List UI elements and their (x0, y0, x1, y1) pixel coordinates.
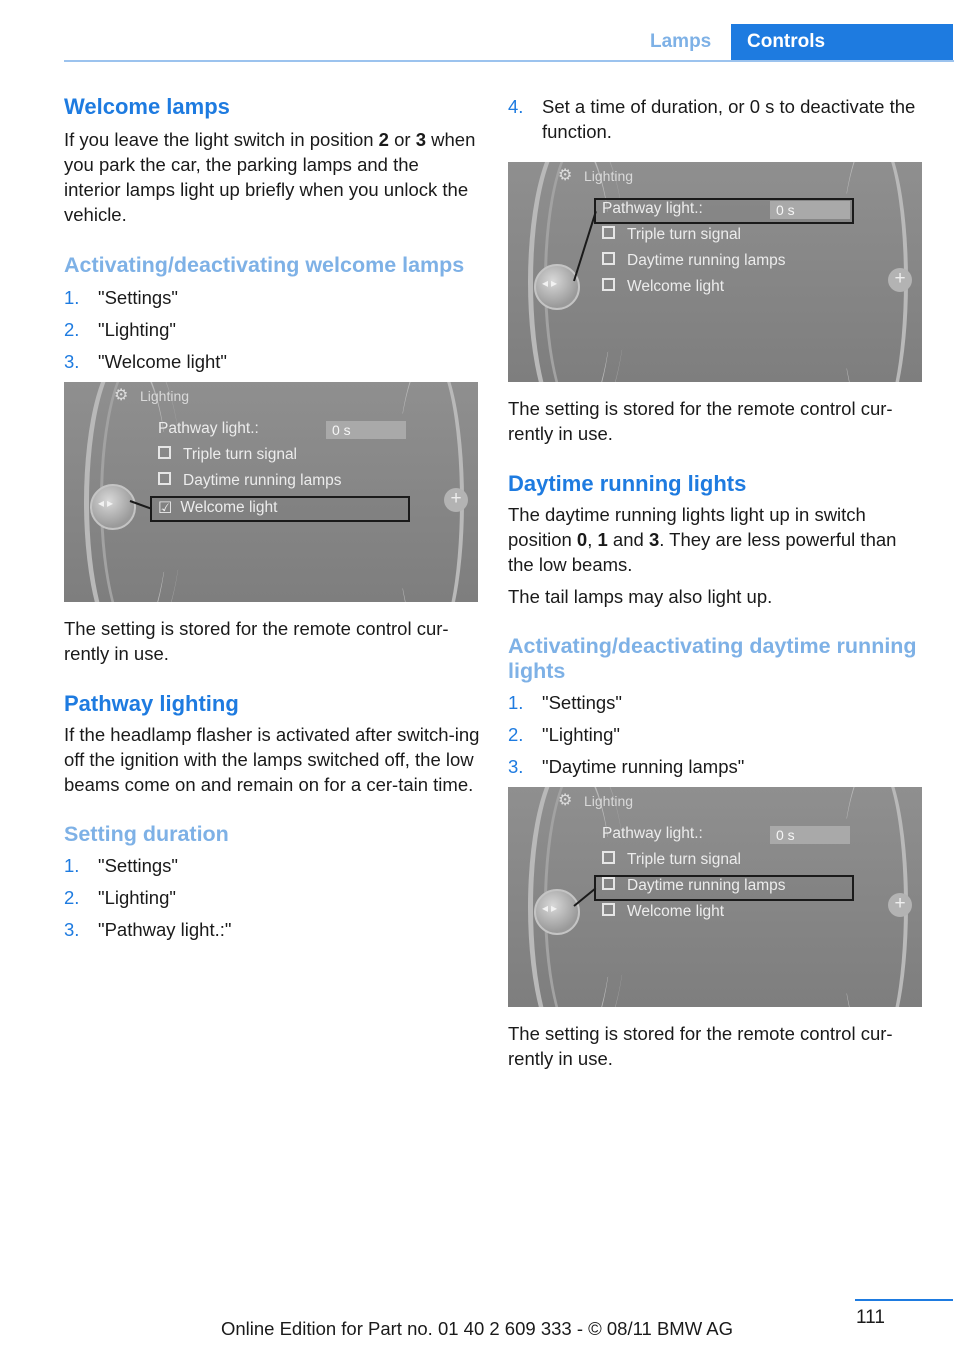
right-column (508, 94, 924, 1071)
list-item (508, 754, 924, 779)
bold-run: 1 (597, 529, 608, 550)
screen-title: Lighting (140, 388, 190, 404)
list-item (508, 690, 924, 715)
screen-menu-item-label: Triple turn signal (627, 851, 742, 868)
step-text: "Settings" (98, 855, 178, 876)
screen-menu-item (158, 498, 277, 518)
stored-note-1: The setting is stored for the remote control cur-rently in use. (64, 618, 449, 664)
screen-title: Lighting (584, 168, 634, 184)
step-text: "Daytime running lamps" (542, 756, 745, 777)
list-item (64, 885, 480, 910)
checkbox-icon (602, 252, 615, 265)
text-run: If you leave the light switch in position (64, 129, 379, 150)
step-number: 2. (64, 319, 80, 340)
setting-duration-heading: Setting duration (64, 822, 229, 846)
screen-pathway-value: 0 s (770, 201, 850, 219)
pathway-lighting-heading: Pathway lighting (64, 691, 239, 716)
list-item (64, 349, 480, 374)
step-number: 1. (64, 287, 80, 308)
screen-menu-item-label: Triple turn signal (183, 446, 298, 463)
page-number: 111 (856, 1307, 885, 1328)
step-text: "Settings" (98, 287, 178, 308)
checkbox-icon (602, 877, 615, 890)
list-item (508, 722, 924, 747)
plus-icon: + (888, 268, 912, 292)
daytime-running-text-2: The tail lamps may also light up. (508, 586, 773, 607)
step-number: 4. (508, 96, 524, 117)
gear-icon: ⚙ (558, 167, 573, 184)
footer-edition: Online Edition for Part no. 01 40 2 609 333 - © 08/11 BMW AG (220, 1318, 734, 1339)
screen-pathway-label: Pathway light.: (602, 825, 703, 842)
screen-pathway-label: Pathway light.: (158, 420, 259, 437)
screen-menu-item-label: Triple turn signal (627, 226, 742, 243)
bold-run: 3 (648, 529, 660, 550)
screen-pathway-value: 0 s (326, 421, 406, 439)
text-run: when you park the car, the parking lamps and the interior lamps light up briefly when you unlock the vehicle. (64, 129, 476, 225)
screen-menu-item (602, 252, 786, 270)
screen-menu-item (602, 278, 724, 296)
stored-note-2: The setting is stored for the remote control cur-rently in use. (508, 398, 893, 444)
setting-duration-steps (64, 853, 480, 942)
checkbox-icon (602, 851, 615, 864)
daytime-running-heading: Daytime running lights (508, 471, 747, 496)
screen-menu-item-label: Daytime running lamps (627, 877, 786, 894)
plus-icon: + (444, 488, 468, 512)
checkbox-icon (602, 903, 615, 916)
screen-menu-item-label: Welcome light (627, 903, 725, 920)
bold-run: 2 (378, 129, 389, 150)
plus-icon: + (888, 893, 912, 917)
activate-welcome-steps (64, 285, 480, 374)
text-run: and (607, 529, 649, 550)
knob-arrows-icon: ◂▸ (98, 496, 117, 510)
header-chapter-label: Controls (747, 31, 826, 52)
screen-menu-item-label: Daytime running lamps (627, 252, 786, 269)
screen-daytime-running-lamps (508, 787, 922, 1007)
screen-welcome-light (64, 382, 478, 602)
list-item (64, 917, 480, 942)
text-run: or (388, 129, 416, 150)
step-number: 1. (508, 692, 524, 713)
screen-pathway-label: Pathway light.: (602, 200, 703, 217)
daytime-running-text-1 (508, 502, 924, 577)
step-text: "Pathway light.:" (98, 919, 232, 940)
step-number: 3. (64, 351, 80, 372)
header-rule (64, 60, 954, 62)
bold-run: 0 (576, 529, 588, 550)
bold-run: 3 (415, 129, 426, 150)
screen-menu-item (602, 877, 786, 895)
text-run: , (587, 529, 598, 550)
step-text: "Welcome light" (98, 351, 227, 372)
checkbox-icon (602, 278, 615, 291)
screen-pathway-value: 0 s (770, 826, 850, 844)
left-column (64, 94, 480, 949)
gear-icon: ⚙ (558, 792, 573, 809)
header-section-label: Lamps (650, 31, 712, 52)
activate-welcome-heading: Activating/deactivating welcome lamps (64, 253, 465, 277)
step-text: "Lighting" (542, 724, 620, 745)
checkbox-icon (158, 472, 171, 485)
screen-menu-item-label: Daytime running lamps (183, 472, 342, 489)
screen-title: Lighting (584, 793, 634, 809)
screen-menu-item-label: Welcome light (627, 278, 725, 295)
screen-menu-item (602, 851, 741, 869)
checkbox-checked-icon: ☑ (158, 500, 173, 517)
step-number: 2. (64, 887, 80, 908)
step-number: 1. (64, 855, 80, 876)
step-text: "Lighting" (98, 887, 176, 908)
setting-duration-step-4 (508, 94, 924, 144)
welcome-lamps-heading: Welcome lamps (64, 94, 230, 119)
list-item (508, 94, 924, 144)
text-run: . They are less powerful than the low beams. (508, 529, 897, 575)
screen-menu-item-label: Welcome light (180, 499, 278, 517)
page-number-rule (855, 1299, 953, 1301)
activate-daytime-steps (508, 690, 924, 779)
knob-arrows-icon: ◂▸ (542, 276, 561, 290)
pathway-lighting-text: If the headlamp flasher is activated after switch-ing off the ignition with the lamps switched off, the low beams come on and remain on for a cer-tain time. (64, 724, 480, 795)
text-run: The daytime running lights light up in switch position (508, 504, 866, 550)
gear-icon: ⚙ (114, 387, 129, 404)
step-text: "Settings" (542, 692, 622, 713)
list-item (64, 285, 480, 310)
screen-menu-item (602, 226, 741, 244)
screen-pathway-light (508, 162, 922, 382)
activate-daytime-heading: Activating/deactivating daytime running lights (508, 634, 917, 683)
step-number: 3. (508, 756, 524, 777)
list-item (64, 853, 480, 878)
step-text: "Lighting" (98, 319, 176, 340)
list-item (64, 317, 480, 342)
header-chapter-tab (731, 24, 953, 61)
step-text: Set a time of duration, or 0 s to deactivate the function. (542, 96, 916, 142)
stored-note-3: The setting is stored for the remote control cur-rently in use. (508, 1023, 893, 1069)
step-number: 2. (508, 724, 524, 745)
checkbox-icon (158, 446, 171, 459)
screen-menu-item (158, 472, 342, 490)
step-number: 3. (64, 919, 80, 940)
checkbox-icon (602, 226, 615, 239)
screen-menu-item (602, 903, 724, 921)
welcome-lamps-text (64, 127, 480, 227)
knob-arrows-icon: ◂▸ (542, 901, 561, 915)
screen-menu-item (158, 446, 297, 464)
